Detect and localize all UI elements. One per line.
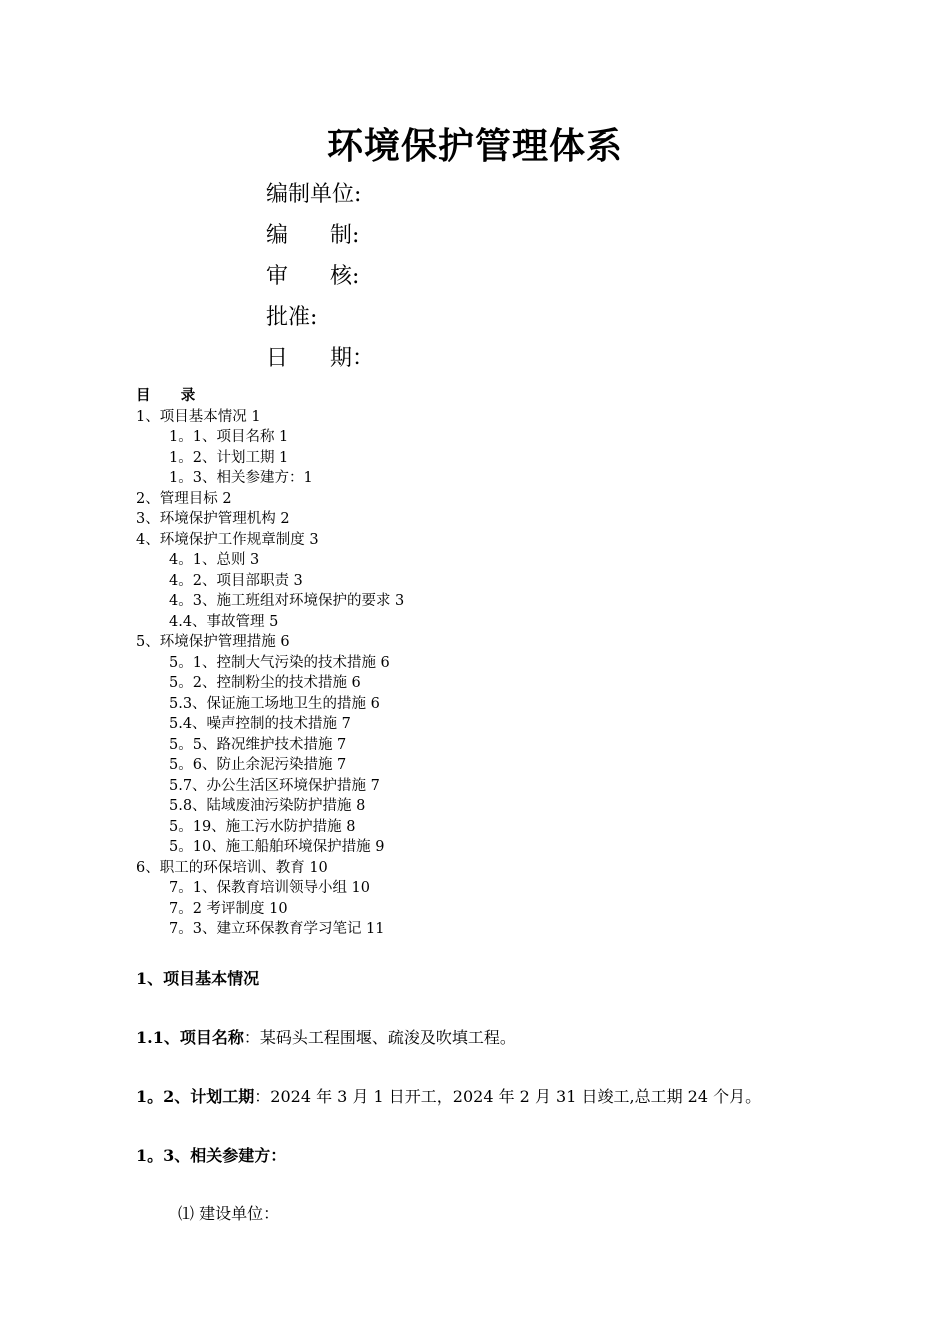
section-1-2-text: ：2024 年 3 月 1 日开工，2024 年 2 月 31 日竣工,总工期 24 个月。 <box>254 1087 762 1106</box>
toc-item: 5.8、陆域废油污染防护措施 8 <box>169 798 366 814</box>
toc-item: 1。2、计划工期 1 <box>169 449 289 466</box>
meta-reviewed-by: 审 核: <box>266 264 360 289</box>
toc-item: 7。1、保教育培训领导小组 10 <box>169 880 371 896</box>
signature-block <box>266 180 374 385</box>
toc-item: 4。1、总则 3 <box>169 552 260 568</box>
toc-item: 4.4、事故管理 5 <box>169 613 279 630</box>
toc-item: 1。1、项目名称 1 <box>169 429 289 445</box>
toc-item: 1。3、相关参建方：1 <box>169 470 313 486</box>
toc-item: 5.3、保证施工场地卫生的措施 6 <box>169 695 380 712</box>
toc-item: 5。5、路况维护技术措施 7 <box>169 736 347 753</box>
meta-date: 日 期： <box>266 346 374 371</box>
section-1-2 <box>136 1084 761 1107</box>
section-1-1-text: ：某码头工程围堰、疏浚及吹填工程。 <box>243 1028 516 1047</box>
toc-heading: 目 录 <box>136 387 196 404</box>
toc-item: 1、项目基本情况 1 <box>136 408 261 425</box>
meta-compiling-unit: 编制单位: <box>266 182 362 207</box>
meta-compiled-by: 编 制: <box>266 223 360 248</box>
section-1-heading <box>136 966 259 989</box>
toc-item: 4。3、施工班组对环境保护的要求 3 <box>169 593 405 609</box>
toc-item: 6、职工的环保培训、教育 10 <box>136 859 328 876</box>
toc-item: 5.4、噪声控制的技术措施 7 <box>169 716 351 732</box>
section-1-3-label: 1。3、相关参建方 <box>136 1146 271 1165</box>
document-title: 环境保护管理体系 <box>326 126 623 167</box>
toc-item: 4、环境保护工作规章制度 3 <box>136 531 319 548</box>
toc-item: 5。2、控制粉尘的技术措施 6 <box>169 675 361 691</box>
meta-approved-by: 批准: <box>266 305 318 330</box>
toc-item: 5。1、控制大气污染的技术措施 6 <box>169 654 390 671</box>
participant-item-1: ⑴ 建设单位： <box>178 1204 280 1223</box>
toc-item: 5。10、施工船舶环境保护措施 9 <box>169 839 385 855</box>
toc-item: 2、管理目标 2 <box>136 490 232 507</box>
toc-item: 3、环境保护管理机构 2 <box>136 511 290 527</box>
toc-item: 7。3、建立环保教育学习笔记 11 <box>169 921 385 937</box>
section-1-1-label: 1.1、项目名称 <box>136 1028 244 1047</box>
section-1-2-label: 1。2、计划工期 <box>136 1087 255 1106</box>
toc-item: 5、环境保护管理措施 6 <box>136 634 290 650</box>
toc-item: 5。19、施工污水防护措施 8 <box>169 818 356 835</box>
section-1-3-colon: ： <box>270 1146 287 1165</box>
section-1-3 <box>136 1143 286 1166</box>
toc-item: 5.7、办公生活区环境保护措施 7 <box>169 777 380 794</box>
toc-item: 4。2、项目部职责 3 <box>169 572 303 589</box>
section-1-1 <box>136 1025 516 1048</box>
section-1-heading-text: 1、项目基本情况 <box>136 969 260 988</box>
toc-item: 7。2 考评制度 10 <box>169 900 288 917</box>
toc-item: 5。6、防止余泥污染措施 7 <box>169 757 347 773</box>
table-of-contents <box>136 386 404 940</box>
toc-list <box>136 407 404 940</box>
